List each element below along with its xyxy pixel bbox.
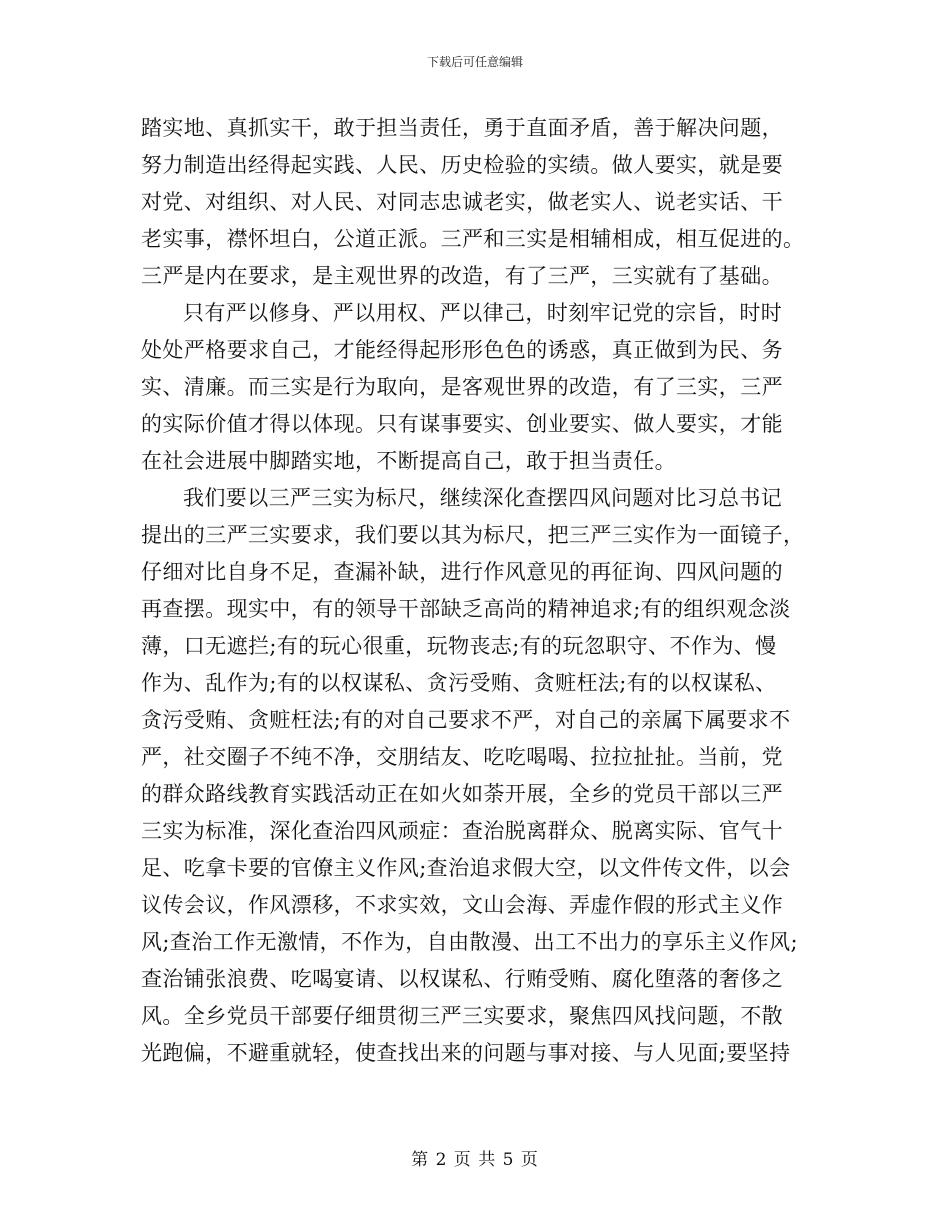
text-line: 风;查治工作无激情，不作为，自由散漫、出工不出力的享乐主义作风; (141, 930, 798, 954)
text-line: 足、吃拿卡要的官僚主义作风;查治追求假大空，以文件传文件，以会 (141, 856, 791, 880)
text-line: 的群众路线教育实践活动正在如火如荼开展，全乡的党员干部以三严 (141, 782, 783, 806)
text-line: 薄，口无遮拦;有的玩心很重，玩物丧志;有的玩忽职守、不作为、慢 (141, 634, 777, 658)
page-header: 下载后可任意编辑 (426, 55, 523, 69)
text-line: 作为、乱作为;有的以权谋私、贪污受贿、贪赃枉法;有的以权谋私、 (141, 671, 777, 695)
text-line: 三实为标准，深化查治四风顽症：查治脱离群众、脱离实际、官气十 (141, 819, 783, 843)
text-line: 的实际价值才得以体现。只有谋事要实、创业要实、做人要实，才能 (141, 412, 783, 436)
text-line: 处处严格要求自己，才能经得起形形色色的诱惑，真正做到为民、务 (141, 338, 783, 362)
text-line: 提出的三严三实要求，我们要以其为标尺，把三严三实作为一面镜子， (141, 523, 805, 547)
document-body (141, 110, 815, 1072)
text-line: 风。全乡党员干部要仔细贯彻三严三实要求，聚焦四风找问题，不散 (141, 1004, 783, 1028)
text-line: 光跑偏，不避重就轻，使查找出来的问题与事对接、与人见面;要坚持 (141, 1041, 791, 1065)
text-line: 仔细对比自身不足，查漏补缺，进行作风意见的再征询、四风问题的 (141, 560, 783, 584)
text-line: 再查摆。现实中，有的领导干部缺乏高尚的精神追求;有的组织观念淡 (141, 597, 791, 621)
text-line: 查治铺张浪费、吃喝宴请、以权谋私、行贿受贿、腐化堕落的奢侈之 (141, 967, 783, 991)
text-line: 三严是内在要求，是主观世界的改造，有了三严，三实就有了基础。 (141, 264, 783, 288)
text-line: 贪污受贿、贪赃枉法;有的对自己要求不严，对自己的亲属下属要求不 (141, 708, 791, 732)
text-line: 议传会议，作风漂移，不求实效，文山会海、弄虚作假的形式主义作 (141, 893, 783, 917)
text-line: 在社会进展中脚踏实地，不断提高自己，敢于担当责任。 (141, 449, 676, 473)
text-line: 对党、对组织、对人民、对同志忠诚老实，做老实人、说老实话、干 (141, 190, 783, 214)
paragraph-start-line: 只有严以修身、严以用权、严以律己，时刻牢记党的宗旨，时时 (183, 301, 783, 325)
text-line: 努力制造出经得起实践、人民、历史检验的实绩。做人要实，就是要 (141, 153, 783, 177)
text-line: 实、清廉。而三实是行为取向，是客观世界的改造，有了三实，三严 (141, 375, 783, 399)
text-line: 严，社交圈子不纯不净，交朋结友、吃吃喝喝、拉拉扯扯。当前，党 (141, 745, 783, 769)
paragraph-start-line: 我们要以三严三实为标尺，继续深化查摆四风问题对比习总书记 (183, 486, 783, 510)
text-line: 老实事，襟怀坦白，公道正派。三严和三实是相辅相成，相互促进的。 (141, 227, 805, 251)
page-number-footer: 第 2 页 共 5 页 (411, 1150, 539, 1170)
text-line: 踏实地、真抓实干，敢于担当责任，勇于直面矛盾，善于解决问题， (141, 116, 783, 140)
